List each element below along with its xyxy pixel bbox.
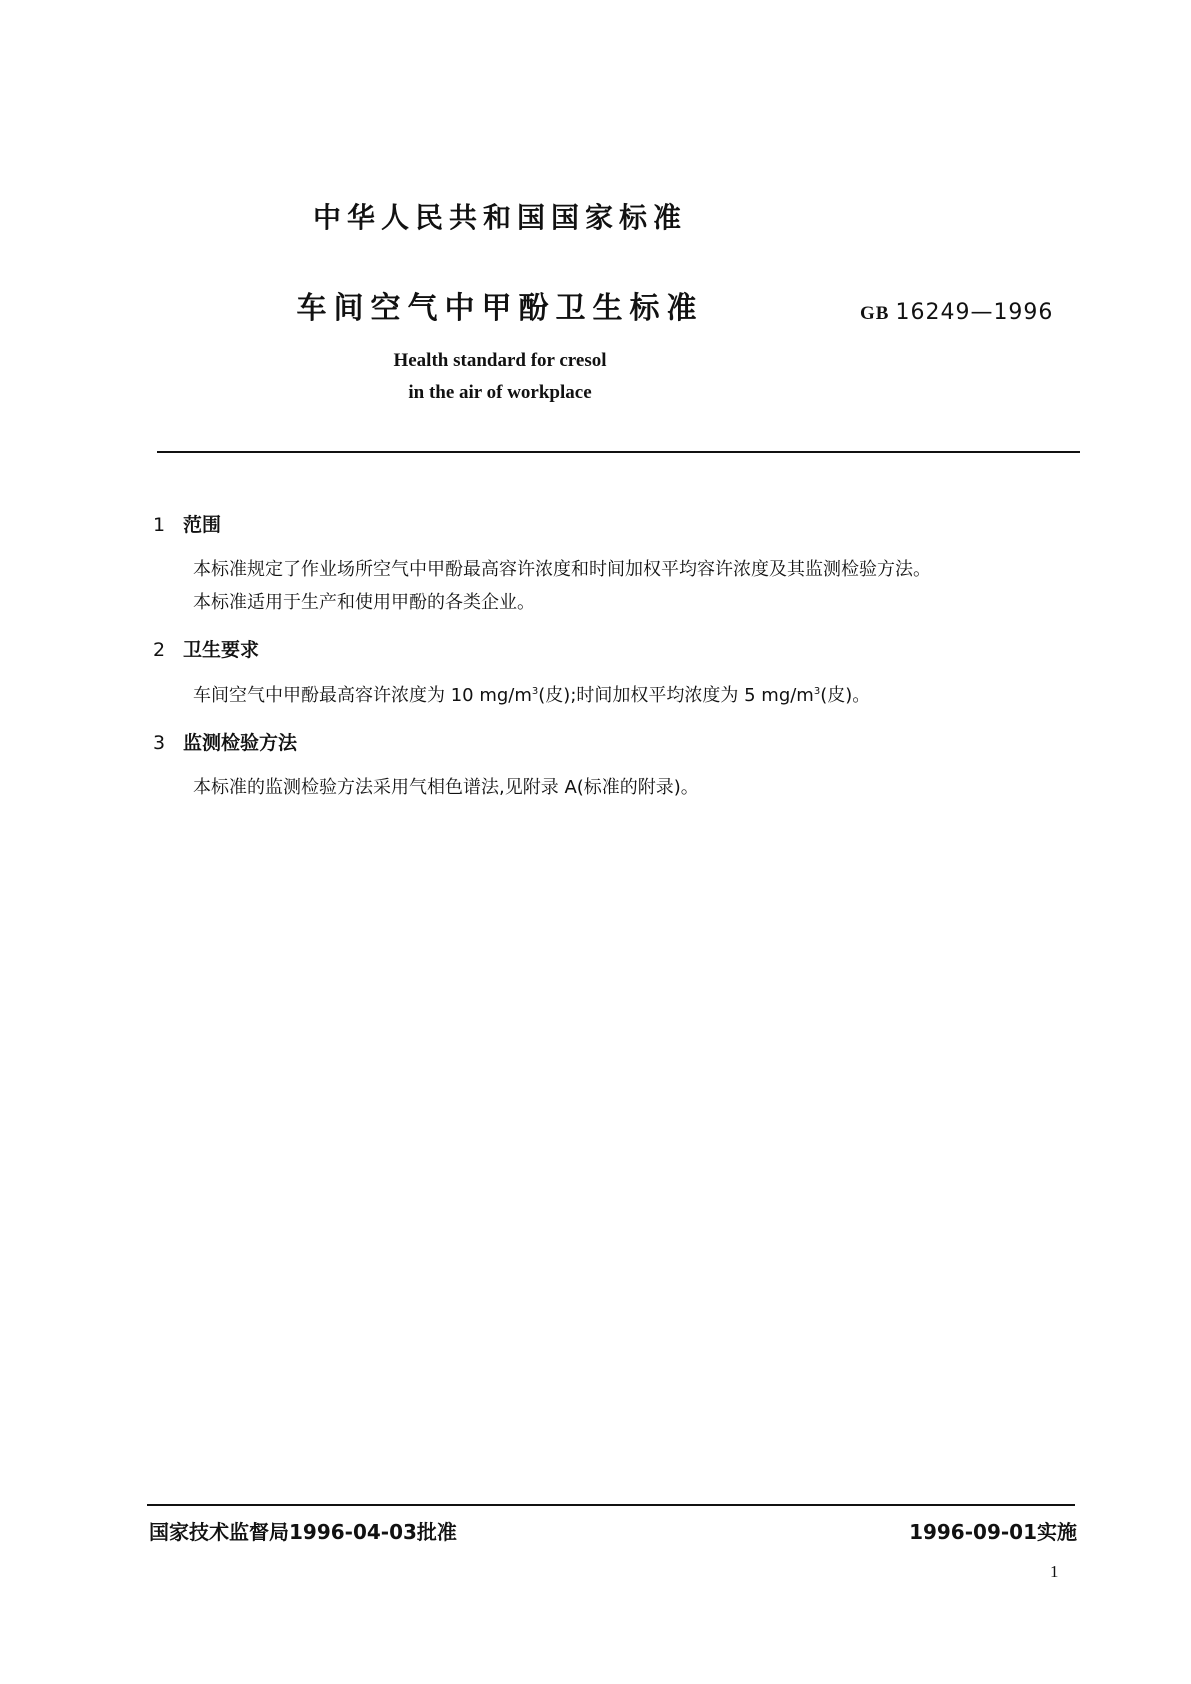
requirement-superscript-1: 3	[531, 686, 539, 697]
title-en-line-1: Health standard for cresol	[393, 350, 607, 371]
section-3-paragraph-1: 本标准的监测检验方法采用气相色谱法,见附录 A(标准的附录)。	[193, 777, 699, 798]
standard-code: 16249—1996	[895, 300, 1054, 325]
requirement-part-3: (皮)。	[820, 685, 871, 706]
section-1-paragraph-2: 本标准适用于生产和使用甲酚的各类企业。	[193, 592, 535, 613]
national-standard-label: 中华人民共和国国家标准	[312, 201, 687, 234]
standard-prefix: GB	[860, 303, 890, 324]
standard-number	[860, 300, 1053, 325]
section-3-title: 监测检验方法	[183, 732, 298, 754]
effective-date: 1996-09-01实施	[909, 1520, 1077, 1544]
section-1-heading	[153, 510, 221, 537]
section-2-number: 2	[153, 639, 166, 661]
header-divider	[157, 451, 1080, 453]
section-2-title: 卫生要求	[183, 639, 260, 661]
requirement-part-1: 车间空气中甲酚最高容许浓度为 10 mg/m	[193, 685, 532, 706]
approval-date: 国家技术监督局1996-04-03批准	[149, 1520, 457, 1544]
document-title-en	[0, 345, 1000, 409]
section-1-number: 1	[153, 514, 166, 536]
requirement-superscript-2: 3	[813, 686, 821, 697]
section-3-number: 3	[153, 732, 166, 754]
footer-divider	[147, 1504, 1075, 1506]
page-number: 1	[1050, 1562, 1059, 1581]
requirement-part-2: (皮);时间加权平均浓度为 5 mg/m	[538, 685, 814, 706]
section-2-heading	[153, 635, 259, 662]
section-1-paragraph-1: 本标准规定了作业场所空气中甲酚最高容许浓度和时间加权平均容许浓度及其监测检验方法。	[193, 559, 931, 580]
document-title-cn: 车间空气中甲酚卫生标准	[296, 291, 704, 326]
section-1-title: 范围	[183, 514, 222, 536]
section-2-requirement	[193, 679, 870, 712]
title-en-line-2: in the air of workplace	[408, 382, 592, 403]
section-3-heading	[153, 728, 297, 755]
